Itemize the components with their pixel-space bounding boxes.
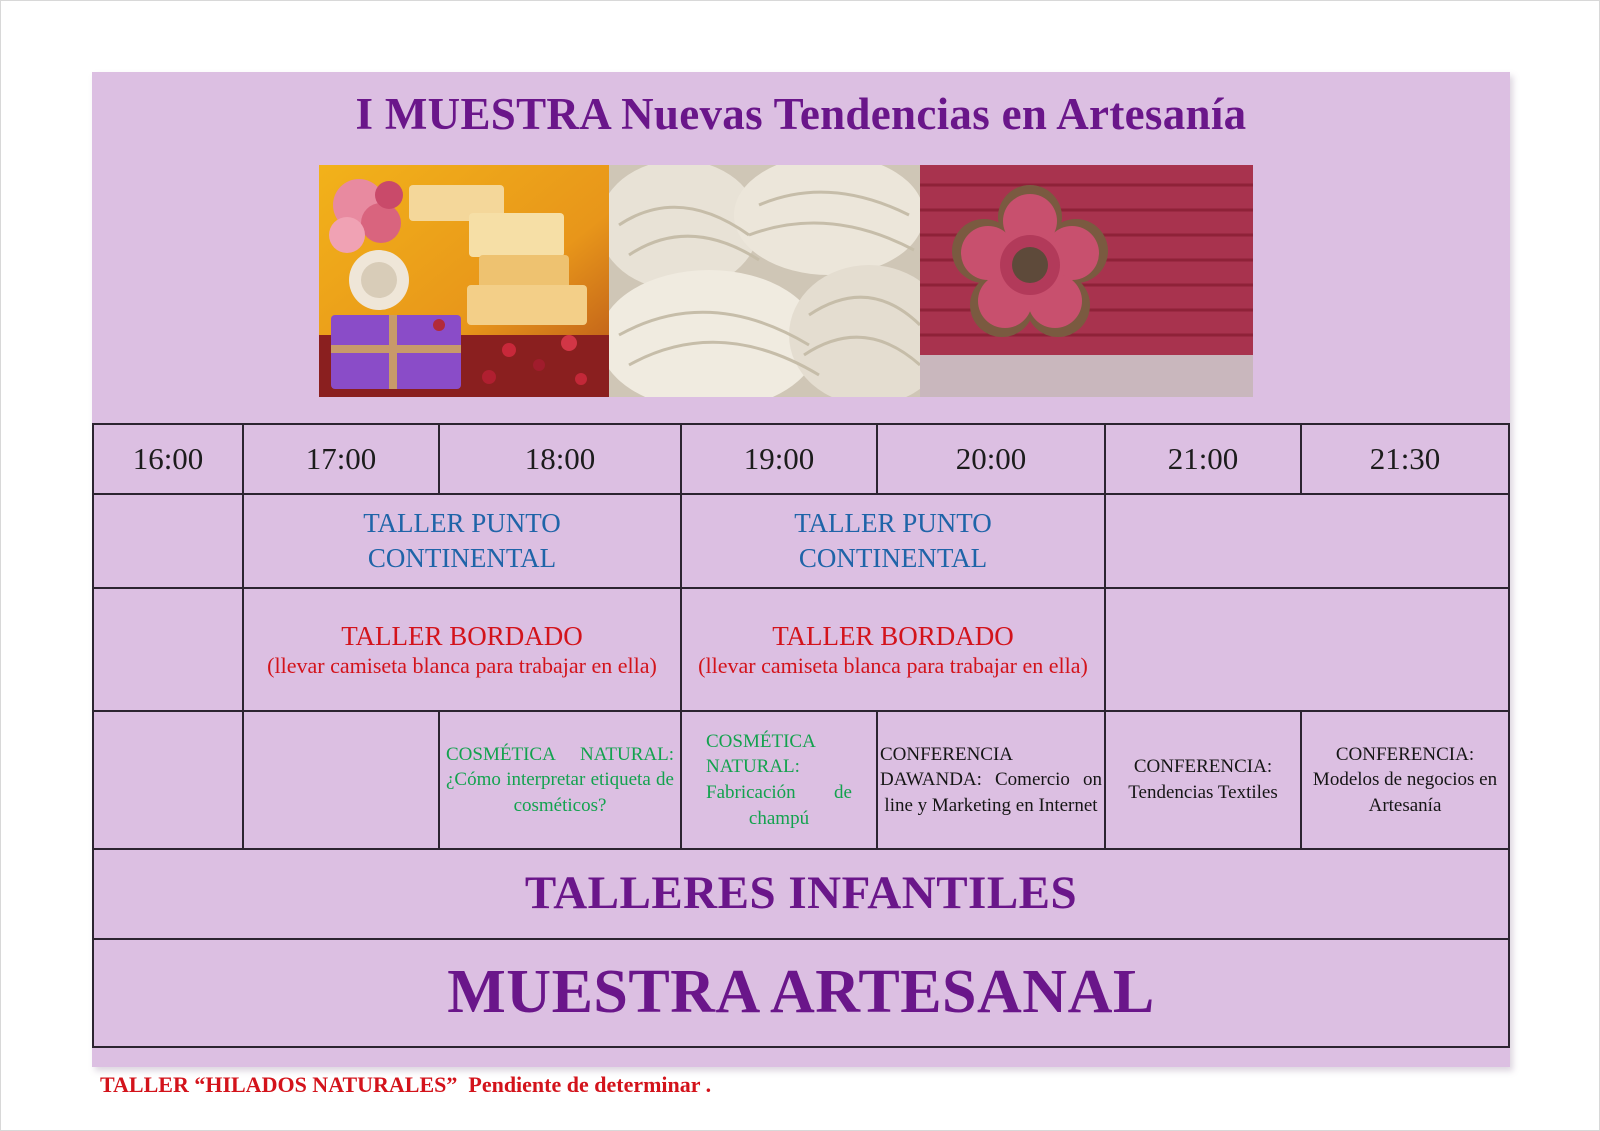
- photo-strip: [319, 165, 1253, 397]
- muestra-artesanal-row: [93, 939, 1509, 1047]
- schedule-table: [92, 423, 1510, 1048]
- punto-continental-label: TALLER PUNTO CONTINENTAL: [363, 507, 561, 573]
- conferencia-dawanda-label: CONFERENCIA DAWANDA: Comercio on line y Marketing en Internet: [880, 743, 1102, 816]
- time-cell: 18:00: [439, 424, 681, 494]
- conferencia-dawanda-cell: [877, 711, 1105, 849]
- muestra-artesanal-label: MUESTRA ARTESANAL: [93, 939, 1509, 1047]
- footnote-label: TALLER “HILADOS NATURALES”: [100, 1072, 458, 1097]
- cosmetica-etiquetas-cell: [439, 711, 681, 849]
- bordado-title: TALLER BORDADO: [772, 620, 1014, 651]
- empty-cell: [243, 711, 439, 849]
- bordado-session: [681, 588, 1105, 711]
- soap-and-flowers-photo: [319, 165, 609, 397]
- talks-row: [93, 711, 1509, 849]
- cosmetica-champu-label: COSMÉTICA NATURAL: Fabricación de champú: [706, 730, 852, 829]
- footnote: [100, 1072, 711, 1098]
- bordado-row: [93, 588, 1509, 711]
- time-cell: 20:00: [877, 424, 1105, 494]
- bordado-note: (llevar camiseta blanca para trabajar en ella): [267, 652, 657, 678]
- time-cell: 17:00: [243, 424, 439, 494]
- punto-continental-session: [243, 494, 681, 588]
- empty-cell: [1105, 494, 1509, 588]
- cosmetica-etiquetas-label: COSMÉTICA NATURAL: ¿Cómo interpretar etiqueta de cosméticos?: [446, 743, 674, 816]
- schedule-poster: [92, 72, 1510, 1067]
- poster-title: I MUESTRA Nuevas Tendencias en Artesanía: [355, 89, 1247, 139]
- cosmetica-champu-cell: [681, 711, 877, 849]
- bordado-title: TALLER BORDADO: [341, 620, 583, 651]
- bordado-note: (llevar camiseta blanca para trabajar en ella): [698, 652, 1088, 678]
- time-cell: 21:30: [1301, 424, 1509, 494]
- talleres-infantiles-label: TALLERES INFANTILES: [93, 849, 1509, 939]
- punto-continental-row: [93, 494, 1509, 588]
- conferencia-modelos-label: CONFERENCIA: Modelos de negocios en Artesanía: [1312, 743, 1498, 816]
- empty-cell: [93, 588, 243, 711]
- empty-cell: [1105, 588, 1509, 711]
- footnote-status: Pendiente de determinar .: [468, 1072, 712, 1097]
- time-cell: 21:00: [1105, 424, 1301, 494]
- conferencia-textiles-cell: [1105, 711, 1301, 849]
- conferencia-modelos-cell: [1301, 711, 1509, 849]
- conferencia-textiles-label: CONFERENCIA: Tendencias Textiles: [1128, 756, 1278, 803]
- empty-cell: [93, 494, 243, 588]
- wool-yarn-photo: [609, 165, 920, 397]
- punto-continental-label: TALLER PUNTO CONTINENTAL: [794, 507, 992, 573]
- bordado-session: [243, 588, 681, 711]
- talleres-infantiles-row: [93, 849, 1509, 939]
- punto-continental-session: [681, 494, 1105, 588]
- times-row: [93, 424, 1509, 494]
- time-cell: 16:00: [93, 424, 243, 494]
- time-cell: 19:00: [681, 424, 877, 494]
- crochet-hat-photo: [920, 165, 1253, 397]
- empty-cell: [93, 711, 243, 849]
